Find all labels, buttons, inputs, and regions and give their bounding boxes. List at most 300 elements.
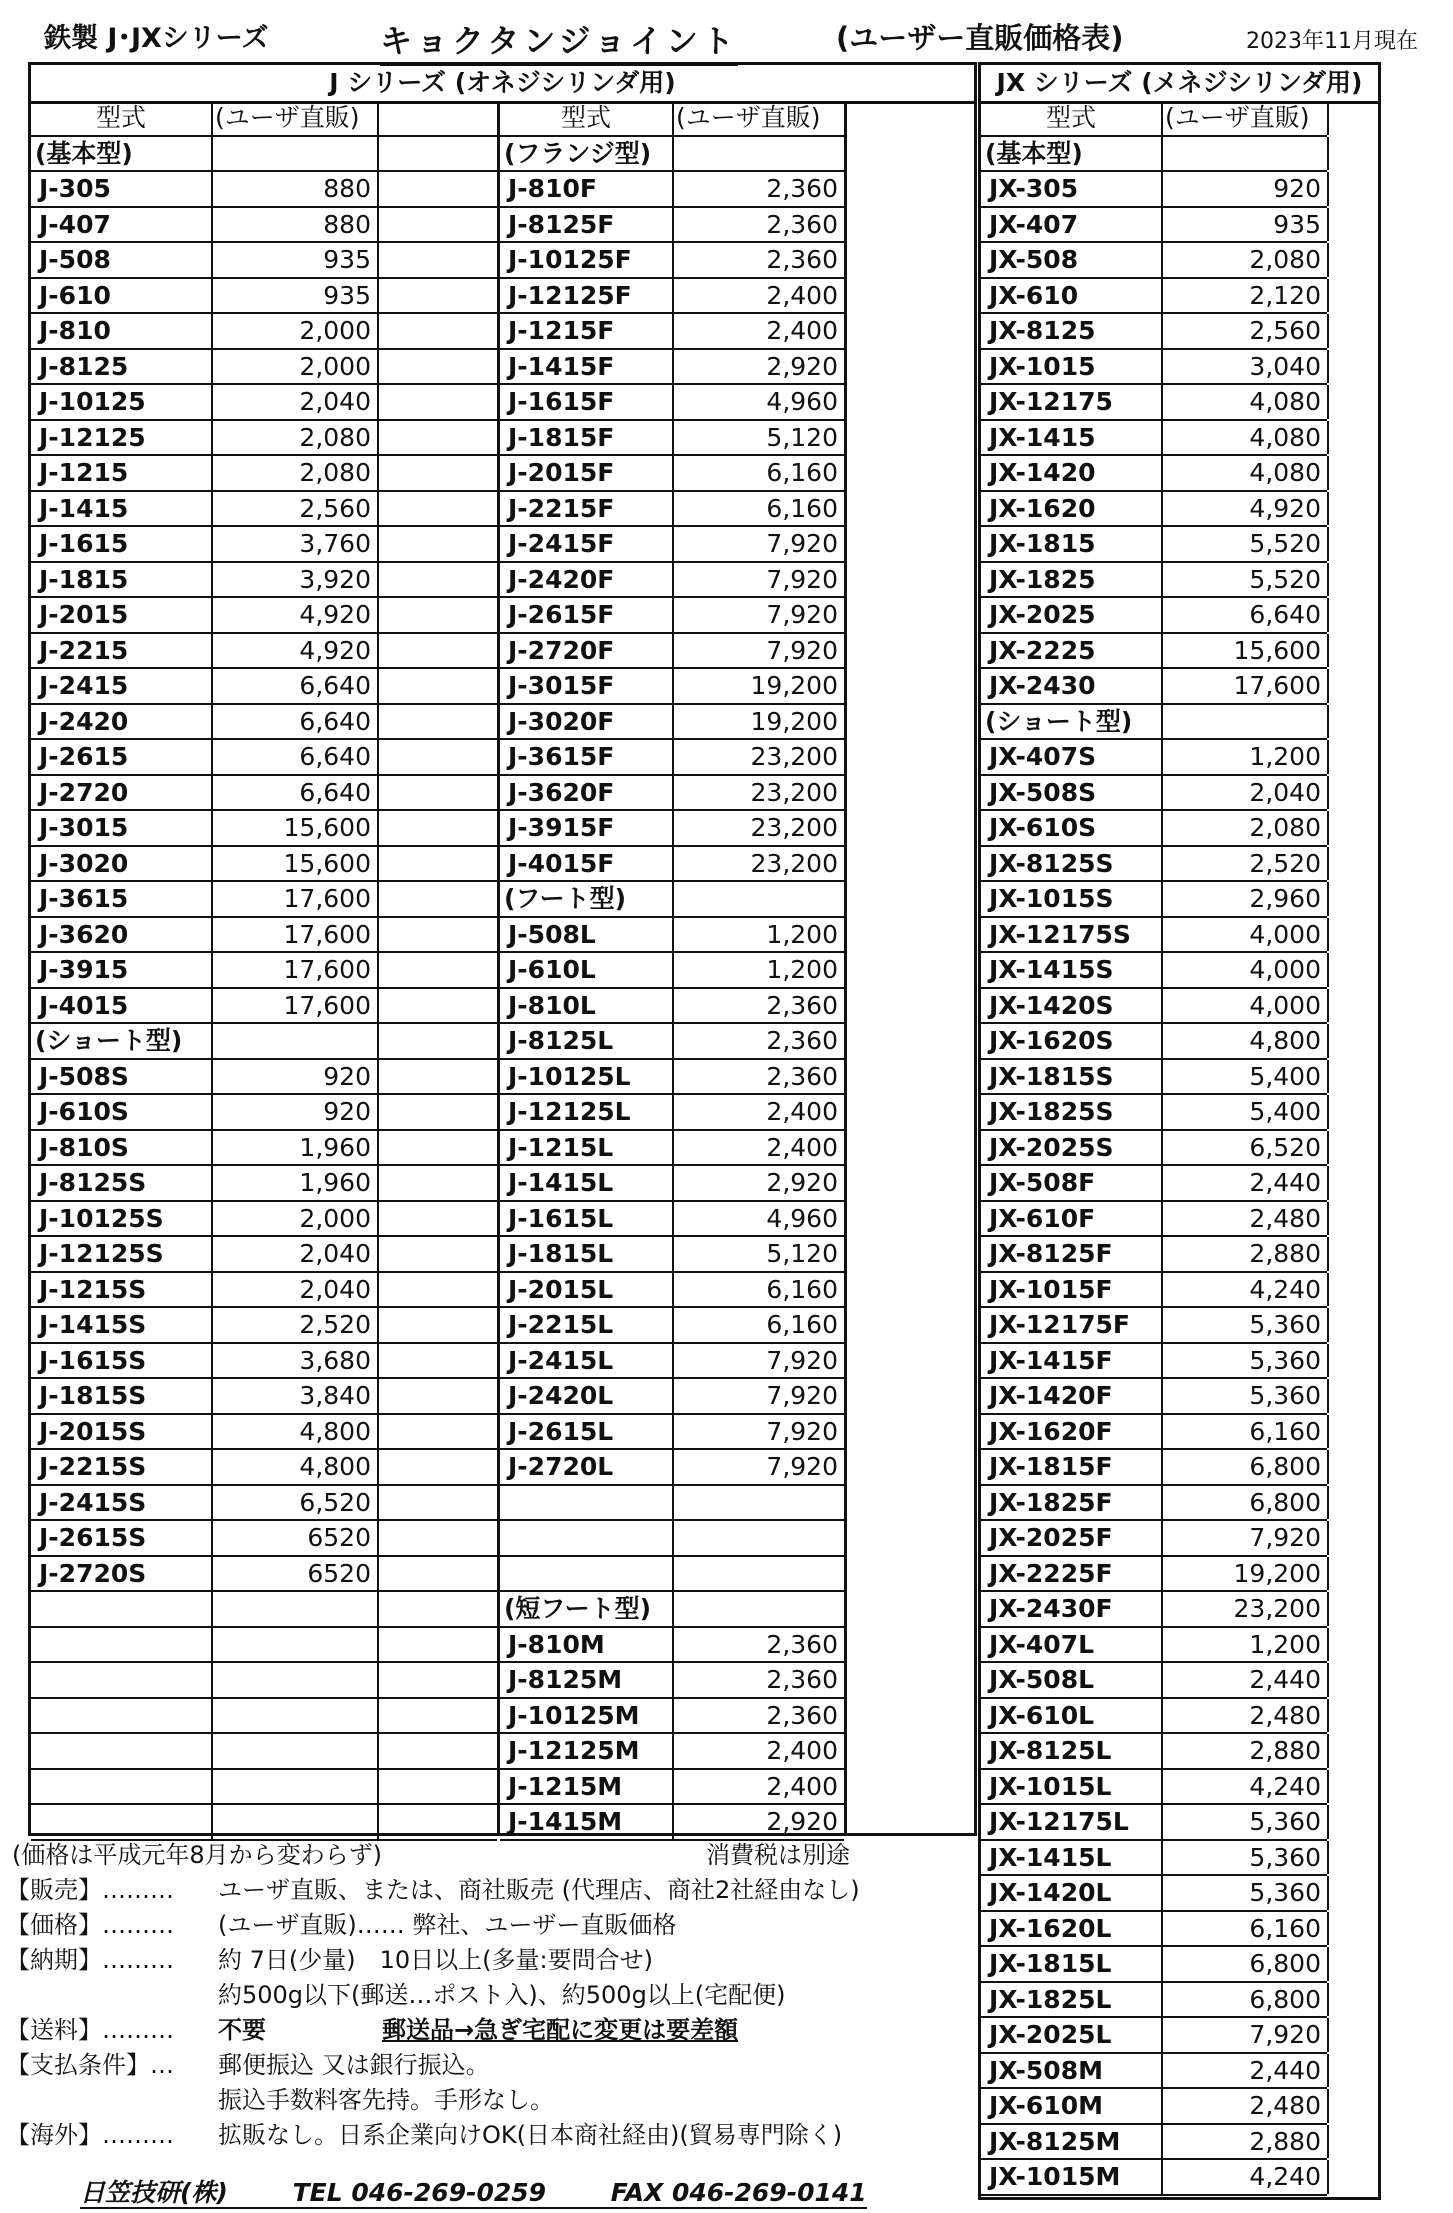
model-cell: JX-1015 [989,351,1096,381]
price-cell: 17,600 [211,953,377,987]
price-cell: 6,160 [672,1308,844,1342]
model-cell: JX-12175F [989,1310,1130,1339]
model-cell: J-1815L [508,1239,614,1268]
tax-note: 消費税は別途 [706,1841,850,1869]
price-cell: 7,920 [672,1379,844,1413]
price-cell: 6,160 [1161,1912,1327,1946]
extra-cell [1327,847,1447,881]
table-row [981,563,1327,599]
model-cell: J-2720S [39,1558,147,1588]
price-cell [211,1024,377,1058]
price-cell: 6,640 [211,669,377,703]
table-row [31,1628,497,1664]
price-cell: 4,240 [1161,1273,1327,1307]
extra-cell [377,1663,497,1697]
model-cell [31,1734,211,1768]
table-row [981,1344,1327,1380]
model-cell: J-2415F [508,529,615,558]
price-cell: 2,040 [211,1237,377,1271]
table-row [500,1805,844,1841]
table-row [500,1521,844,1557]
model-cell: J-1215 [39,458,129,487]
section-header-row [500,882,844,918]
price-cell: 6,160 [672,1273,844,1307]
model-cell: J-3015F [508,671,615,700]
model-cell: JX-2025L [989,2020,1112,2049]
extra-cell [1327,1024,1447,1058]
extra-cell [1327,1983,1447,2017]
company-contact [80,2179,867,2209]
price-cell: 935 [1161,208,1327,242]
table-row [981,598,1327,634]
note-line [6,2048,974,2083]
extra-cell [1327,137,1447,171]
extra-cell [377,243,497,277]
table-row [31,1095,497,1131]
price-cell: 4,920 [211,598,377,632]
table-row [500,1131,844,1167]
price-cell: 5,360 [1161,1344,1327,1378]
model-cell: J-2415S [39,1487,147,1517]
price-cell: 2,360 [672,243,844,277]
price-cell: 4,080 [1161,385,1327,419]
model-cell: J-1815S [39,1381,147,1410]
extra-cell [377,669,497,703]
table-row [31,1273,497,1309]
model-cell: JX-2025F [989,1523,1113,1552]
price-cell: 1,960 [211,1131,377,1165]
price-cell: 2,040 [211,1273,377,1307]
price-cell: 2,400 [672,1131,844,1165]
model-cell: J-2420 [39,706,129,736]
table-row [31,953,497,989]
price-cell: 6,520 [211,1486,377,1520]
price-cell [672,882,844,916]
model-cell: J-1615 [39,529,129,558]
model-cell: J-1415F [508,351,615,381]
price-cell: 19,200 [1161,1557,1327,1591]
model-cell: JX-12175S [989,919,1131,949]
extra-cell [377,1770,497,1804]
model-cell: J-10125L [508,1061,631,1091]
price-cell [211,1805,377,1839]
note-line [6,1908,974,1943]
model-cell: J-2615 [39,742,129,771]
model-cell [31,1592,211,1626]
model-cell: JX-1015S [989,884,1114,913]
extra-cell [1327,1628,1447,1662]
model-cell: JX-2430F [989,1594,1113,1623]
model-cell: JX-610F [989,1203,1096,1233]
model-cell [31,1699,211,1733]
section-header-row [500,1592,844,1628]
price-cell: 7,920 [672,527,844,561]
extra-cell [1327,598,1447,632]
price-cell: 2,880 [1161,1237,1327,1271]
extra-cell [1327,776,1447,810]
price-cell: 5,520 [1161,527,1327,561]
extra-cell [377,1024,497,1058]
model-cell: J-12125S [39,1239,164,1268]
price-cell: 7,920 [672,634,844,668]
table-row [31,1166,497,1202]
price-cell: 6,640 [1161,598,1327,632]
jx-series-table [978,62,1381,2200]
extra-cell [377,1805,497,1839]
table-row [31,492,497,528]
price-cell: 5,400 [1161,1060,1327,1094]
table-row [500,1060,844,1096]
extra-cell [377,1166,497,1200]
table-row [981,953,1327,989]
model-cell: J-810 [39,316,111,345]
extra-cell [377,208,497,242]
model-cell: J-2215F [508,493,615,523]
table-row [500,740,844,776]
model-cell: J-3615 [39,884,129,913]
extra-cell [1327,1770,1447,1804]
price-cell: 23,200 [672,811,844,845]
extra-cell [377,456,497,490]
model-cell: JX-610L [989,1700,1095,1730]
model-cell: J-1415S [39,1310,147,1339]
price-cell: 4,000 [1161,953,1327,987]
price-cell: 15,600 [211,847,377,881]
note-line [6,1943,974,1978]
company-fax: FAX 046-269-0141 [610,2178,867,2207]
model-cell [31,1663,211,1697]
model-cell: JX-2025S [989,1132,1114,1162]
table-row [31,634,497,670]
price-cell: 6,800 [1161,1983,1327,2017]
extra-cell [377,314,497,348]
model-cell: JX-1420 [989,458,1096,487]
price-cell: 2,880 [1161,1734,1327,1768]
model-cell: J-1215L [508,1132,614,1162]
extra-cell [1327,989,1447,1023]
model-cell: JX-1620S [989,1026,1114,1055]
price-cell [211,1663,377,1697]
model-cell: J-2615S [39,1523,147,1552]
model-cell: JX-610S [989,813,1097,842]
price-cell: 3,840 [211,1379,377,1413]
price-cell: 920 [211,1095,377,1129]
price-cell: 5,120 [672,421,844,455]
model-cell: JX-1015L [989,1771,1112,1801]
extra-cell [1327,1699,1447,1733]
price-cell: 5,360 [1161,1308,1327,1342]
price-cell [211,1628,377,1662]
price-cell: 23,200 [672,740,844,774]
table-row [31,1521,497,1557]
model-cell: J-10125F [508,245,632,274]
table-row [31,669,497,705]
extra-cell [1327,1308,1447,1342]
price-cell: 19,200 [672,669,844,703]
table-row [31,279,497,315]
table-row [981,492,1327,528]
table-row [31,1805,497,1841]
table-row [981,1841,1327,1877]
section-label: (フランジ型) [504,138,652,168]
table-row [981,1947,1327,1983]
price-cell: 19,200 [672,705,844,739]
table-row [981,1273,1327,1309]
note-line [6,2083,974,2118]
table-row [31,811,497,847]
extra-cell [377,634,497,668]
jx-column [981,101,1327,2196]
table-row [500,634,844,670]
model-cell: J-8125 [39,351,129,381]
price-cell: 6,640 [211,776,377,810]
extra-cell [377,740,497,774]
extra-cell [1327,918,1447,952]
extra-cell [377,1379,497,1413]
price-cell: 5,360 [1161,1805,1327,1839]
model-cell: JX-1015M [989,2162,1121,2191]
table-row [31,847,497,883]
table-row [31,456,497,492]
extra-cell [1327,634,1447,668]
table-row [500,598,844,634]
model-cell: J-2420L [508,1381,614,1410]
model-cell: J-2420F [508,564,615,594]
model-cell: JX-305 [989,174,1079,203]
extra-cell [1327,243,1447,277]
price-cell: 6520 [211,1557,377,1591]
table-row [31,314,497,350]
price-cell: 5,400 [1161,1095,1327,1129]
section-header-row [31,1024,497,1060]
table-row [981,1024,1327,1060]
extra-cell [1327,740,1447,774]
price-cell: 2,080 [211,421,377,455]
col-header-model: 型式 [95,103,146,132]
price-cell: 4,800 [1161,1024,1327,1058]
table-row [981,1486,1327,1522]
table-row [981,989,1327,1025]
extra-cell [1327,1841,1447,1875]
model-cell: J-3915F [508,813,615,842]
extra-cell [1327,2089,1447,2123]
extra-cell [1327,456,1447,490]
table-row [981,1876,1327,1912]
price-cell: 2,960 [1161,882,1327,916]
extra-cell [377,811,497,845]
price-cell: 2,920 [672,1805,844,1839]
table-row [31,918,497,954]
table-row [981,2018,1327,2054]
table-row [31,1379,497,1415]
page-subtitle: (ユーザー直販価格表) [836,21,1124,55]
model-cell: J-2015F [508,458,615,487]
model-cell [500,1486,672,1520]
model-cell: J-1615F [508,387,615,416]
section-header-row [981,137,1327,173]
table-row [500,989,844,1025]
model-cell: JX-1415L [989,1842,1112,1872]
price-cell: 935 [211,243,377,277]
model-cell: J-10125M [508,1700,640,1730]
price-cell: 5,120 [672,1237,844,1271]
model-cell: JX-508 [989,245,1079,274]
model-cell: J-10125S [39,1203,164,1233]
model-cell: J-3620F [508,777,615,807]
model-cell: JX-1815L [989,1949,1112,1978]
model-cell: JX-407 [989,209,1079,239]
extra-cell [1327,2018,1447,2052]
model-cell: J-2720 [39,777,129,807]
extra-cell [377,1450,497,1484]
model-cell: JX-610 [989,280,1079,310]
model-cell: J-1215F [508,316,615,345]
price-cell: 920 [1161,172,1327,206]
model-cell: J-1615S [39,1345,147,1375]
company-tel: TEL 046-269-0259 [292,2178,547,2207]
price-cell: 4,800 [211,1415,377,1449]
model-cell: JX-8125F [989,1239,1113,1268]
note-value: 拡販なし。日系企業向けOK(日本商社経由)(貿易専門除く) [218,2121,843,2149]
price-cell: 2,400 [672,1734,844,1768]
table-row [500,385,844,421]
date-stamp: 2023年11月現在 [1246,29,1418,54]
table-row [981,634,1327,670]
price-cell: 880 [211,172,377,206]
table-row [981,1628,1327,1664]
table-row [500,1557,844,1593]
model-cell: J-1815 [39,564,129,594]
extra-cell [377,1308,497,1342]
table-row [500,421,844,457]
table-row [500,847,844,883]
table-row [500,492,844,528]
model-cell: J-1415M [508,1807,623,1836]
extra-cell [377,918,497,952]
table-row [981,2089,1327,2125]
section-label: (フート型) [504,884,627,913]
extra-cell [1327,208,1447,242]
table-row [500,1379,844,1415]
price-cell: 2,880 [1161,2125,1327,2159]
model-cell: J-2215S [39,1452,147,1481]
model-cell: JX-1420L [989,1878,1112,1907]
extra-cell [1327,953,1447,987]
extra-cell [377,1592,497,1626]
price-cell: 7,920 [672,1415,844,1449]
extra-cell [1327,1521,1447,1555]
model-cell: J-12125 [39,422,146,452]
table-row [500,1095,844,1131]
price-cell: 6,640 [211,740,377,774]
table-row [500,350,844,386]
table-row [31,1202,497,1238]
extra-cell [377,1557,497,1591]
table-row [981,243,1327,279]
table-row [981,740,1327,776]
model-cell: J-2015L [508,1274,614,1304]
model-cell: JX-407L [989,1629,1095,1659]
price-cell: 17,600 [211,918,377,952]
note-key: 【販売】……… [6,1876,174,1904]
extra-cell [1327,705,1447,739]
model-cell: JX-1815F [989,1452,1113,1481]
note-value: 不要 [218,2016,266,2044]
model-cell: JX-1815 [989,529,1096,558]
table-row [31,1060,497,1096]
extra-cell [1327,1344,1447,1378]
model-cell: JX-1015F [989,1274,1113,1304]
model-cell: J-1215S [39,1274,147,1304]
table-row [500,1273,844,1309]
table-row [500,563,844,599]
model-cell: J-2720L [508,1452,614,1481]
table-row [981,918,1327,954]
extra-cell [377,101,497,135]
price-cell [672,1486,844,1520]
price-cell: 4,960 [672,385,844,419]
table-row [31,243,497,279]
extra-cell [1327,1557,1447,1591]
model-cell: J-8125S [39,1168,147,1197]
col-header-price: (ユーザ直販) [211,101,377,135]
model-cell: J-4015 [39,990,129,1020]
model-cell: J-8125L [508,1026,614,1055]
table-row [31,208,497,244]
model-cell: JX-508M [989,2055,1103,2085]
extra-cell [1327,1592,1447,1626]
section-header-row [500,137,844,173]
model-cell: J-3620 [39,919,129,949]
page-title: キョクタンジョイント [380,16,738,66]
table-row [981,2125,1327,2161]
table-row [500,279,844,315]
extra-cell [377,1628,497,1662]
price-cell: 7,920 [672,563,844,597]
note-key: 【送料】……… [6,2016,174,2044]
company-name: 日笠技研(株) [80,2178,228,2207]
note-key: 【納期】……… [6,1946,174,1974]
model-cell: J-1815F [508,422,615,452]
table-row [981,669,1327,705]
extra-cell [1327,1237,1447,1271]
price-cell [672,137,844,171]
table-row [500,172,844,208]
price-cell: 2,400 [672,279,844,313]
price-cell: 6,640 [211,705,377,739]
model-cell: J-2615F [508,600,615,629]
note-value: 約500g以下(郵送…ポスト入)、約500g以上(宅配便) [218,1981,786,2009]
price-cell: 2,360 [672,989,844,1023]
price-cell: 4,240 [1161,2160,1327,2194]
note-line [6,1838,974,1873]
j-series-table [28,62,977,1836]
table-row [981,1557,1327,1593]
price-cell: 2,480 [1161,1699,1327,1733]
jx-series-title: JX シリーズ (メネジシリンダ用) [981,65,1378,104]
table-row [981,1521,1327,1557]
table-row [981,1166,1327,1202]
table-row [981,1202,1327,1238]
extra-cell [377,1344,497,1378]
table-row [31,1131,497,1167]
price-cell: 7,920 [672,598,844,632]
table-row [500,527,844,563]
table-row [981,1415,1327,1451]
model-cell: J-1415 [39,493,129,523]
table-row [981,456,1327,492]
model-cell: J-810S [39,1132,129,1162]
